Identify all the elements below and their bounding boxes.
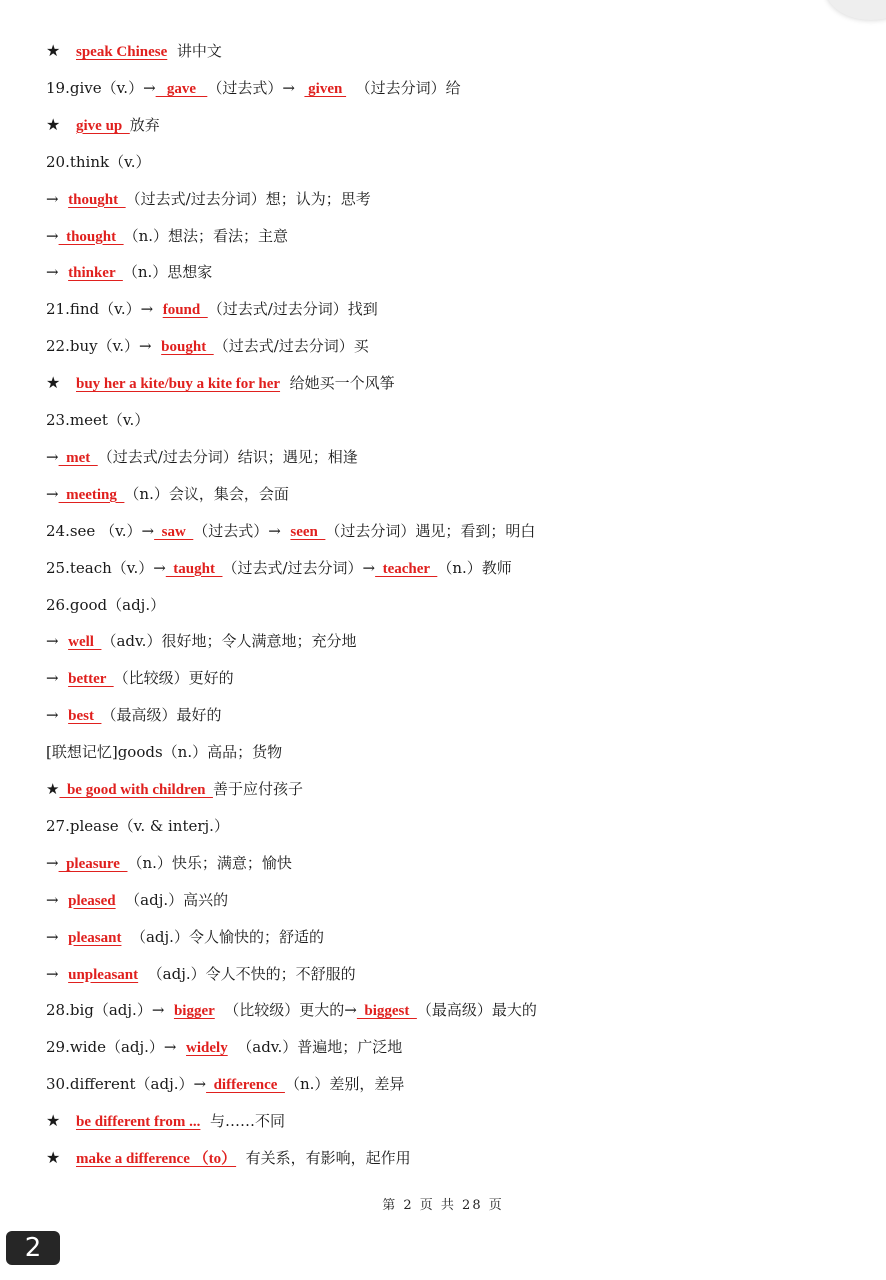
line-text: 与……不同	[200, 1112, 285, 1131]
vocab-line	[46, 922, 856, 952]
answer-text: unpleasant	[68, 966, 139, 983]
page-footer: 第 2 页 共 28 页	[382, 1198, 504, 1213]
answer-text: give up	[76, 117, 130, 134]
line-text: 30.different（adj.）→	[46, 1075, 207, 1094]
line-text: →	[46, 890, 69, 909]
answer-text: buy her a kite/buy a kite for her	[76, 376, 281, 393]
answer-text: bought	[161, 339, 214, 356]
line-text: （比较级）更大的→	[214, 1001, 357, 1020]
vocab-line	[46, 221, 856, 251]
vocab-line	[46, 405, 856, 435]
line-text: （最高级）最好的	[101, 706, 222, 725]
answer-text: teacher	[375, 560, 438, 577]
line-text: （过去式）→	[207, 78, 305, 97]
star-icon: ★	[46, 373, 61, 393]
line-text: （adj.）令人不快的；不舒服的	[138, 964, 356, 983]
answer-text: be good with children	[59, 782, 213, 798]
line-text: 24.see （v.）→	[46, 521, 155, 540]
vocab-line	[46, 479, 856, 509]
vocab-line	[46, 442, 856, 472]
answer-text: found	[162, 302, 208, 319]
vocab-line	[46, 811, 856, 841]
star-icon: ★	[46, 114, 61, 134]
answer-text: biggest	[356, 1003, 417, 1020]
line-text: （过去式/过去分词）找到	[207, 300, 378, 319]
answer-text: thinker	[68, 265, 123, 282]
line-text: 21.find（v.）→	[46, 300, 163, 319]
line-text: →	[46, 263, 69, 282]
vocab-line	[46, 590, 856, 620]
vocab-line	[46, 516, 856, 546]
line-text: （n.）想法；看法；主意	[123, 226, 289, 245]
vocab-line	[46, 1069, 856, 1099]
line-text: 善于应付孩子	[212, 780, 303, 798]
line-text: →	[46, 447, 59, 466]
line-text: （比较级）更好的	[113, 669, 234, 688]
line-text: →	[46, 964, 69, 983]
line-text: （adv.）普遍地；广泛地	[227, 1038, 403, 1057]
line-text: ★	[46, 780, 60, 798]
answer-text: meeting	[58, 486, 125, 503]
line-text: →	[46, 484, 59, 503]
line-text: 有关系，有影响，起作用	[236, 1149, 411, 1167]
line-text: 20.think（v.）	[46, 152, 151, 171]
line-text: （adv.）很好地；令人满意地；充分地	[101, 632, 357, 651]
vocab-line	[46, 110, 856, 140]
line-text: [联想记忆]goods（n.）高品；货物	[46, 743, 283, 762]
page-number-badge[interactable]: 2	[6, 1231, 60, 1265]
vocab-line	[46, 626, 856, 656]
line-text: （过去分词）遇见；看到；明白	[325, 521, 536, 540]
answer-text: met	[58, 449, 98, 466]
vocab-line	[46, 1106, 856, 1136]
vocab-line	[46, 147, 856, 177]
vocab-line	[46, 885, 856, 915]
line-text: （过去式/过去分词）→	[222, 558, 376, 577]
answer-text: thought	[58, 228, 124, 245]
vocab-line	[46, 700, 856, 730]
vocab-line	[46, 294, 856, 324]
line-text: （过去式/过去分词）结识；遇见；相逢	[97, 447, 358, 466]
answer-text: given	[304, 80, 347, 97]
line-text: 27.please（v. & interj.）	[46, 816, 229, 835]
vocab-line	[46, 368, 856, 398]
line-text: 22.buy（v.）→	[46, 337, 162, 356]
answer-text: well	[68, 634, 102, 651]
vocab-line	[46, 774, 856, 804]
answer-text: gave	[155, 80, 208, 97]
vocab-line	[46, 257, 856, 287]
vocab-line	[46, 995, 856, 1025]
line-text: 19.give（v.）→	[46, 78, 156, 97]
vocab-line	[46, 36, 856, 66]
answer-text: taught	[165, 560, 223, 577]
answer-text: thought	[68, 191, 126, 208]
answer-text: speak Chinese	[76, 44, 168, 60]
answer-text: pleased	[68, 892, 116, 909]
vocab-line	[46, 663, 856, 693]
line-text: （过去式/过去分词）买	[213, 337, 369, 356]
line-text: （n.）教师	[437, 558, 512, 577]
answer-text: widely	[186, 1040, 228, 1057]
answer-text: saw	[154, 523, 194, 540]
star-icon: ★	[46, 41, 61, 60]
vocab-line	[46, 73, 856, 103]
vocab-line	[46, 848, 856, 878]
answer-text: pleasant	[68, 929, 122, 946]
answer-text: pleasure	[58, 855, 128, 872]
line-text: （n.）差别，差异	[284, 1075, 405, 1094]
line-text: →	[46, 706, 69, 725]
line-text: 给她买一个风筝	[280, 374, 395, 393]
line-text: 28.big（adj.）→	[46, 1001, 174, 1020]
line-text: →	[46, 226, 59, 245]
line-text: （过去式）→	[193, 521, 291, 540]
answer-text: best	[68, 708, 102, 725]
answer-text: be different from ...	[76, 1114, 201, 1131]
answer-text: difference	[206, 1077, 285, 1094]
line-text: 23.meet（v.）	[46, 411, 150, 429]
line-text: （n.）思想家	[122, 263, 213, 282]
line-text: 25.teach（v.）→	[46, 558, 166, 577]
vocab-line	[46, 331, 856, 361]
vocab-line	[46, 1032, 856, 1062]
line-text: 26.good（adj.）	[46, 595, 166, 614]
line-text: →	[46, 853, 59, 872]
vocab-line	[46, 737, 856, 767]
answer-text: seen	[290, 523, 326, 540]
line-text: （最高级）最大的	[416, 1001, 537, 1020]
vocab-line	[46, 184, 856, 214]
vocab-line	[46, 1143, 856, 1173]
vocab-line	[46, 959, 856, 989]
line-text: →	[46, 927, 69, 946]
answer-text: better	[68, 671, 114, 688]
line-text: （n.）会议，集会，会面	[124, 484, 289, 503]
line-text: （adj.）高兴的	[115, 890, 229, 909]
line-text: →	[46, 669, 69, 688]
star-icon: ★	[46, 1111, 61, 1131]
answer-text: make a difference （to）	[76, 1151, 237, 1167]
corner-overlay	[826, 0, 886, 20]
line-text: →	[46, 632, 69, 651]
answer-text: bigger	[173, 1003, 215, 1020]
line-text: 放弃	[129, 115, 160, 134]
line-text: （n.）快乐；满意；愉快	[127, 853, 292, 872]
line-text: （adj.）令人愉快的；舒适的	[121, 927, 324, 946]
line-text: （过去式/过去分词）想；认为；思考	[125, 189, 371, 208]
line-text: 讲中文	[167, 42, 222, 60]
star-icon: ★	[46, 1148, 61, 1167]
line-text: →	[46, 189, 69, 208]
line-text: 29.wide（adj.）→	[46, 1038, 187, 1057]
vocab-line	[46, 553, 856, 583]
line-text: （过去分词）给	[346, 78, 461, 97]
